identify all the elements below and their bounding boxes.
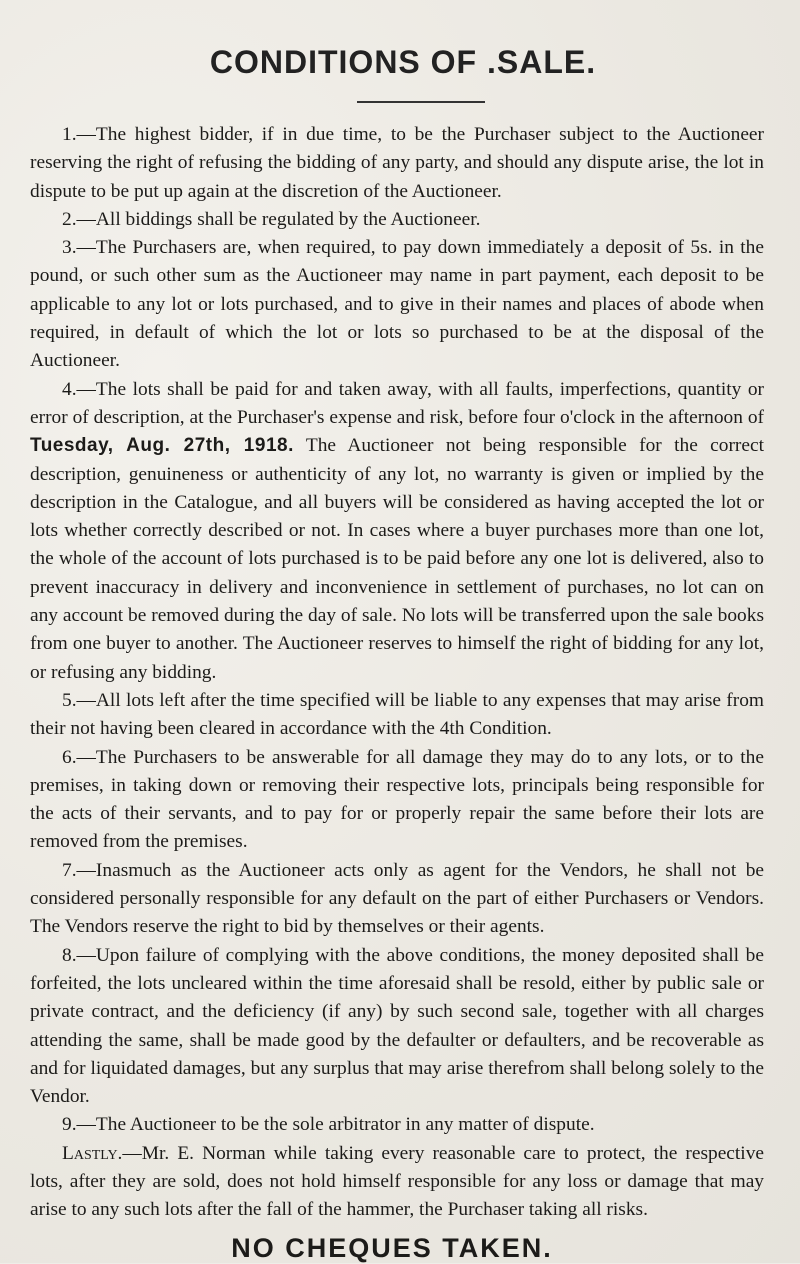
title-divider [357, 101, 485, 103]
condition-6: 6.—The Purchasers to be answerable for all damage they may do to any lots, or to the premises, in taking down or removing their respective lots, principals being responsible for the acts of their servants, and to pay for or properly repair the same before their lots are removed from the premises. [30, 746, 764, 853]
lastly-text: —Mr. E. Norman while taking every reasonable care to protect, the respective lots, after they are sold, does not hold himself responsible for any loss or damage that may arise to any such lots after the fall of the hammer, the Purchaser taking all risks. [30, 1142, 764, 1221]
sale-date: Tuesday, Aug. 27th, 1918. [30, 435, 294, 457]
condition-4-text-before-date: 4.—The lots shall be paid for and taken away, with all faults, imperfections, quantity or error of description, at the Purchaser's expense and risk, before four o'clock in the afternoon of [30, 378, 764, 428]
condition-lastly [30, 1140, 764, 1225]
condition-5: 5.—All lots left after the time specified will be liable to any expenses that may arise from their not having been cleared in accordance with the 4th Condition. [30, 689, 764, 740]
condition-1: 1.—The highest bidder, if in due time, to be the Purchaser subject to the Auctioneer reserving the right of refusing the bidding of any party, and should any dispute arise, the lot in dispute to be put up again at the discretion of the Auctioneer. [30, 124, 764, 202]
page-title: CONDITIONS OF .SALE. [209, 44, 597, 80]
condition-4 [30, 376, 764, 687]
condition-9: 9.—The Auctioneer to be the sole arbitrator in any matter of dispute. [62, 1114, 595, 1136]
condition-4-text-after-date: The Auctioneer not being responsible for the correct description, genuineness or authenticity of any lot, no warranty is given or implied by the description in the Catalogue, and all buyers will be considered as having accepted the lot or lots whether correctly described or not. In cases where a buyer purchases more than one lot, the whole of the account of lots purchased is to be paid before any one lot is delivered, also to prevent inaccuracy in delivery and inconvenience in settlement of purchases, no lot can on any account be removed during the day of sale. No lots will be transferred upon the sale books from one buyer to another. The Auctioneer reserves to himself the right of bidding for any lot, or refusing any bidding. [30, 435, 764, 683]
lastly-label: Lastly. [62, 1142, 123, 1164]
no-cheques-notice: NO CHEQUES TAKEN. [231, 1232, 553, 1263]
condition-7: 7.—Inasmuch as the Auctioneer acts only as agent for the Vendors, he shall not be considered personally responsible for any default on the part of either Purchasers or Vendors. The Vendors reserve the right to bid by themselves or their agents. [30, 859, 764, 938]
condition-2: 2.—All biddings shall be regulated by the Auctioneer. [62, 208, 481, 230]
condition-8: 8.—Upon failure of complying with the above conditions, the money deposited shall be forfeited, the lots uncleared within the time aforesaid shall be resold, either by public sale or private contract, and the deficiency (if any) by such second sale, together with all charges attending the same, shall be made good by the defaulter or defaulters, and be recoverable as and for liquidated damages, but any surplus that may arise therefrom shall belong solely to the Vendor. [30, 944, 764, 1108]
condition-3: 3.—The Purchasers are, when required, to pay down immediately a deposit of 5s. in the pound, or such other sum as the Auctioneer may name in part payment, each deposit to be applicable to any lot or lots purchased, and to give in their names and places of abode when required, in default of which the lot or lots so purchased to be at the disposal of the Auctioneer. [30, 237, 764, 372]
